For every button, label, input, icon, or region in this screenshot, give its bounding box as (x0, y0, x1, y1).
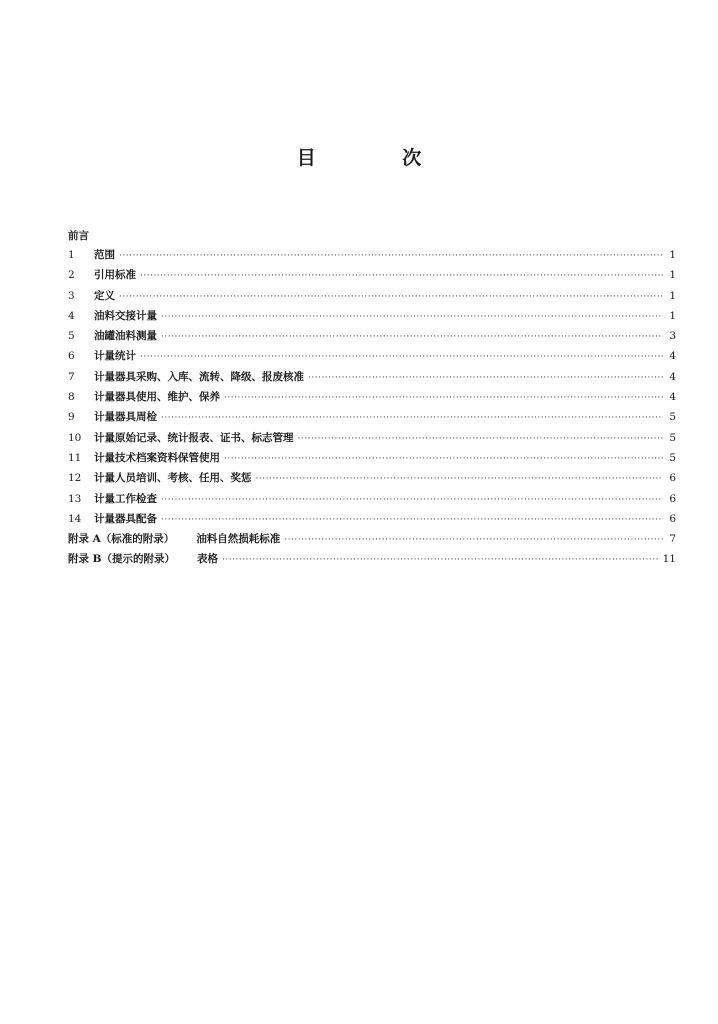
page-title: 目 次 (296, 147, 462, 169)
toc-entry-label: 油罐油料测量 (94, 330, 157, 343)
toc-entry[interactable] (68, 306, 676, 326)
toc-entry-label: 计量器具周检 (94, 411, 157, 424)
toc-entry[interactable] (68, 509, 676, 529)
dot-leader (298, 429, 664, 449)
toc-entry-label: 计量人员培训、考核、任用、奖惩 (94, 472, 252, 485)
toc-entry-page: 6 (669, 472, 676, 485)
appendix-title: 表格 (197, 553, 219, 566)
toc-entry[interactable] (68, 407, 676, 427)
toc-entry[interactable] (68, 286, 676, 306)
toc-entry-page: 1 (669, 269, 676, 282)
toc-entry-page: 5 (669, 411, 676, 424)
dot-leader (161, 490, 663, 510)
toc-entry-page: 5 (669, 451, 676, 464)
toc-entry-label: 计量器具配备 (94, 512, 157, 525)
toc-entry[interactable] (68, 387, 676, 407)
toc-entry-page: 4 (669, 391, 676, 404)
toc-preface[interactable]: 前言 (68, 230, 89, 242)
toc-entry-number: 1 (68, 249, 75, 261)
toc-entry-label: 计量统计 (94, 350, 136, 363)
toc-entry-label: 引用标准 (94, 269, 136, 282)
table-of-contents (68, 228, 676, 570)
toc-entry[interactable] (68, 448, 676, 468)
toc-entry-page: 1 (669, 289, 676, 302)
toc-entry-number: 3 (68, 289, 75, 302)
toc-entry-number: 12 (68, 472, 82, 485)
toc-entry-page: 7 (669, 533, 676, 546)
toc-entry-label: 计量器具采购、入库、流转、降级、报废核准 (94, 370, 304, 383)
toc-appendix-entry[interactable] (68, 529, 676, 549)
toc-entry[interactable] (68, 428, 676, 448)
toc-entry[interactable] (68, 265, 676, 285)
dot-leader (224, 388, 663, 408)
dot-leader (161, 327, 663, 347)
appendix-label: 附录 A（标准的附录） (68, 533, 175, 546)
toc-entry-label: 油料交接计量 (94, 309, 157, 322)
toc-entry-page: 4 (669, 370, 676, 383)
toc-entry-page: 5 (669, 431, 676, 444)
toc-entry-label: 计量工作检查 (94, 492, 157, 505)
toc-entry-number: 5 (68, 330, 75, 343)
dot-leader (140, 266, 663, 286)
dot-leader (161, 408, 663, 428)
toc-entry-number: 10 (68, 431, 82, 444)
toc-entry-label: 定义 (94, 289, 115, 302)
toc-appendix-entry[interactable] (68, 549, 676, 569)
toc-entry-page: 1 (669, 309, 676, 322)
toc-entry-number: 9 (68, 411, 75, 424)
dot-leader (224, 449, 663, 469)
dot-leader (222, 550, 660, 570)
toc-entry[interactable] (68, 346, 676, 366)
toc-entry-label: 范围 (94, 249, 115, 261)
toc-entry-label: 计量原始记录、统计报表、证书、标志管理 (94, 431, 294, 444)
toc-entry-page: 11 (662, 553, 676, 566)
appendix-label: 附录 B（提示的附录） (68, 553, 176, 566)
toc-entry[interactable] (68, 326, 676, 346)
toc-entry[interactable] (68, 367, 676, 387)
toc-entry-number: 13 (68, 492, 82, 505)
toc-entry[interactable] (68, 245, 676, 265)
toc-entry-number: 14 (68, 512, 82, 525)
toc-entry-page: 1 (669, 249, 676, 261)
toc-entry-number: 6 (68, 350, 75, 363)
toc-entry-number: 2 (68, 269, 75, 282)
toc-entry-number: 7 (68, 370, 75, 383)
toc-entry-page: 3 (669, 330, 676, 343)
toc-entry-label: 计量器具使用、维护、保养 (94, 391, 220, 404)
toc-entry-page: 6 (669, 492, 676, 505)
toc-entry[interactable] (68, 489, 676, 509)
toc-entry[interactable] (68, 468, 676, 488)
dot-leader (119, 246, 663, 266)
appendix-title: 油料自然损耗标准 (196, 533, 281, 546)
dot-leader (284, 530, 663, 550)
toc-entry-label: 计量技术档案资料保管使用 (94, 451, 220, 464)
toc-entry-page: 6 (669, 512, 676, 525)
dot-leader (161, 307, 663, 327)
dot-leader (256, 469, 664, 489)
dot-leader (161, 510, 663, 530)
dot-leader (140, 347, 663, 367)
toc-entry-number: 8 (68, 391, 75, 404)
toc-entry-page: 4 (669, 350, 676, 363)
dot-leader (308, 368, 663, 388)
toc-entry-number: 11 (68, 451, 82, 464)
toc-entry-number: 4 (68, 309, 75, 322)
dot-leader (119, 287, 663, 307)
